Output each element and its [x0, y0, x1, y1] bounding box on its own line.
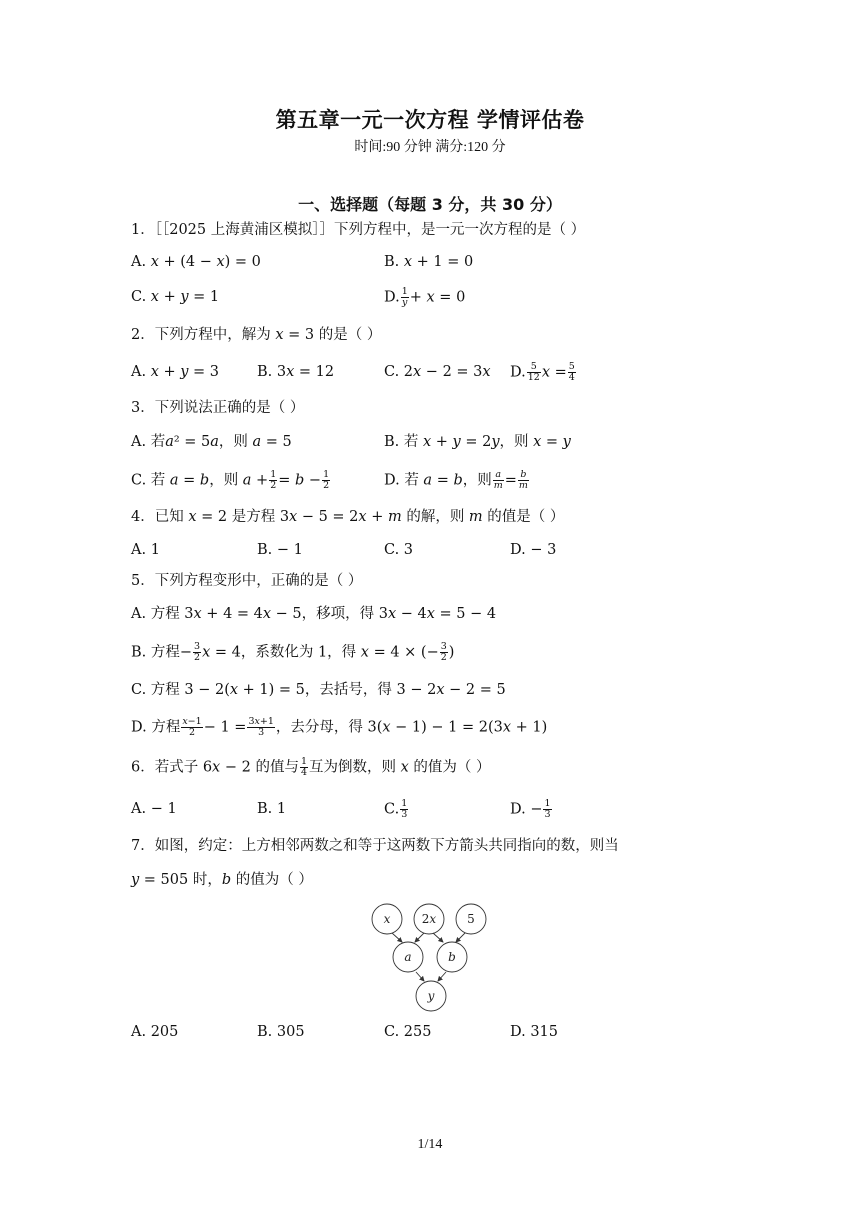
question-6-stem: 6．若式子 6𝑥 − 2 的值与 $\frac{1}{4}$ 互为倒数，则 𝑥 的值为（ ） [131, 756, 491, 778]
q2-option-a: A. 𝑥 + 𝑦 = 3 [131, 364, 220, 380]
node-y-label: 𝑦 [427, 989, 435, 1003]
q5-option-d: D. 方程 $\frac{\text{𝑥−1}}{2}$ − 1 = $\frac{\text{3𝑥+1}}{3}$ ，去分母，得 3(𝑥 − 1) − 1 = 2(3𝑥 + 1) [131, 716, 548, 738]
q6-option-a: A. − 1 [131, 801, 177, 817]
question-4-stem: 4．已知 𝑥 = 2 是方程 3𝑥 − 5 = 2𝑥 + 𝑚 的解，则 𝑚 的值是（ ） [131, 509, 565, 525]
q6-option-b: B. 1 [257, 801, 287, 817]
q5-option-c: C. 方程 3 − 2(𝑥 + 1) = 5，去括号，得 3 − 2𝑥 − 2 = 5 [131, 682, 506, 698]
section-heading: 一、选择题（每题 3 分，共 30 分） [298, 195, 562, 214]
q3-option-d: D. 若 𝑎 = 𝑏，则 $\frac{\text{𝑎}}{\text{𝑚}}$ = $\frac{\text{𝑏}}{\text{𝑚}}$ [384, 469, 528, 491]
q2-option-b: B. 3𝑥 = 12 [257, 364, 335, 380]
q2-option-c: C. 2𝑥 − 2 = 3𝑥 [384, 364, 491, 380]
q7-option-d: D. 315 [510, 1024, 559, 1040]
question-3-stem: 3．下列说法正确的是（ ） [131, 400, 305, 416]
q6-option-c: C. $\frac{1}{3}$ [384, 798, 408, 820]
q4-option-b: B. − 1 [257, 542, 303, 558]
q4-option-d: D. − 3 [510, 542, 557, 558]
exam-time-score: 时间:90 分钟 满分:120 分 [354, 140, 506, 155]
q7-option-b: B. 305 [257, 1024, 305, 1040]
node-x-label: 𝑥 [383, 912, 391, 926]
question-7-stem: 7．如图，约定：上方相邻两数之和等于这两数下方箭头共同指向的数，则当 [131, 838, 619, 854]
page-title: 第五章一元一次方程 学情评估卷 [275, 108, 585, 132]
q4-option-c: C. 3 [384, 542, 414, 558]
q5-option-a: A. 方程 3𝑥 + 4 = 4𝑥 − 5，移项，得 3𝑥 − 4𝑥 = 5 − 4 [131, 606, 497, 622]
q3-option-c: C. 若 𝑎 = 𝑏，则 𝑎 + $\frac{1}{2}$ = 𝑏 − $\frac{1}{2}$ [131, 469, 330, 491]
question-5-stem: 5．下列方程变形中，正确的是（ ） [131, 573, 363, 589]
number-tree-diagram [368, 900, 494, 1016]
q7-option-c: C. 255 [384, 1024, 432, 1040]
q3-option-b: B. 若 𝑥 + 𝑦 = 2𝑦，则 𝑥 = 𝑦 [384, 434, 571, 450]
q7-option-a: A. 205 [131, 1024, 179, 1040]
question-7-stem-cont: 𝑦 = 505 时，𝑏 的值为（ ） [131, 872, 313, 888]
q3-option-a: A. 若𝑎² = 5𝑎，则 𝑎 = 5 [131, 434, 292, 450]
q1-option-c: C. 𝑥 + 𝑦 = 1 [131, 289, 220, 305]
question-2-stem: 2．下列方程中，解为 𝑥 = 3 的是（ ） [131, 327, 382, 343]
q2-option-d: D. $\frac{5}{12}$ 𝑥 = $\frac{5}{4}$ [510, 361, 575, 383]
q4-option-a: A. 1 [131, 542, 160, 558]
node-5-label: 5 [467, 912, 475, 926]
q5-option-b: B. 方程− $\frac{3}{2}$ 𝑥 = 4，系数化为 1，得 𝑥 = 4 × (− $\frac{3}{2}$ ) [131, 641, 455, 663]
question-1-stem: 1．［［2025 上海黄浦区模拟］］下列方程中，是一元一次方程的是（ ） [131, 222, 586, 238]
node-b-label: 𝑏 [448, 950, 456, 964]
q1-option-a: A. 𝑥 + (4 − 𝑥) = 0 [131, 254, 261, 270]
q1-option-b: B. 𝑥 + 1 = 0 [384, 254, 474, 270]
node-a-label: 𝑎 [404, 950, 412, 964]
q6-option-d: D. − $\frac{1}{3}$ [510, 798, 551, 820]
q1-option-d: D. $\frac{1}{\text{𝑦}}$ + 𝑥 = 0 [384, 286, 466, 308]
node-2x-label: 2𝑥 [421, 912, 437, 926]
page-number: 1/14 [417, 1137, 443, 1152]
